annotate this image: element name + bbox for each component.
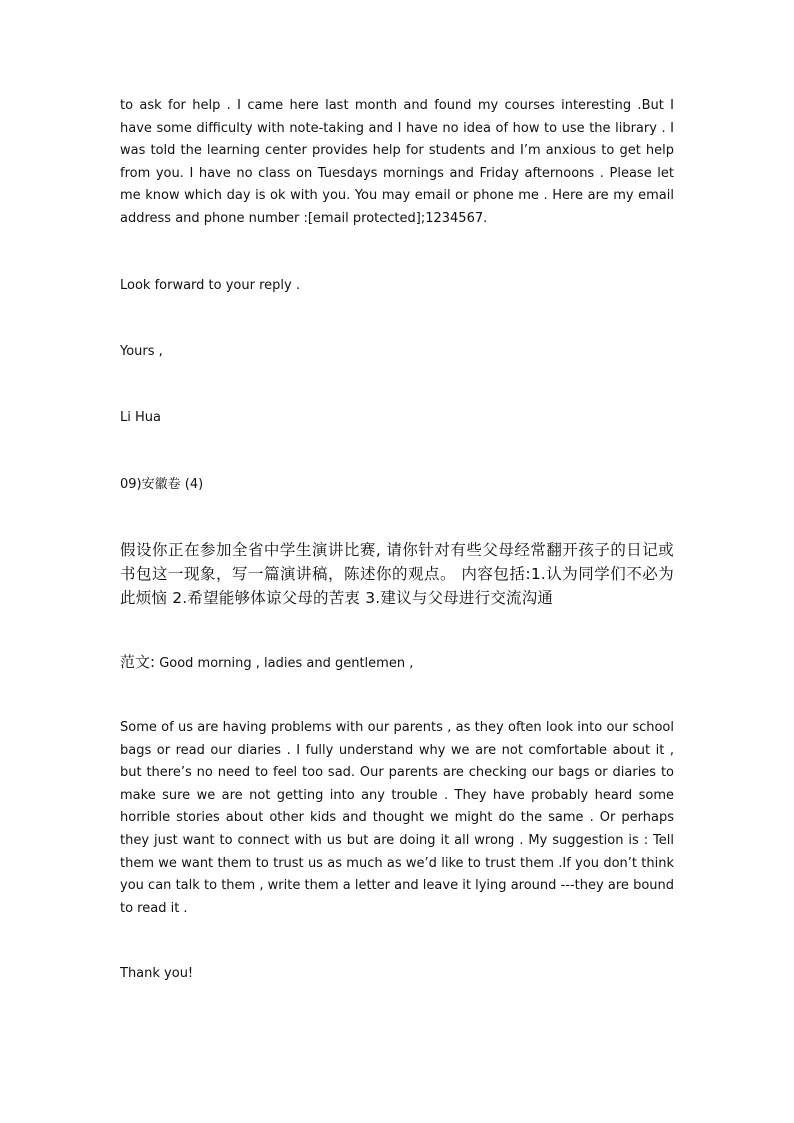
letter-signature: Li Hua [120, 410, 161, 425]
writing-prompt: 假设你正在参加全省中学生演讲比赛, 请你针对有些父母经常翻开孩子的日记或书包这一现象，写一篇演讲稿，陈述你的观点。 内容包括:1.认为同学们不必为此烦恼 2.希望能够体谅父母的苦衷 3.建议与父母进行交流沟通 [120, 541, 674, 607]
model-essay-heading [120, 651, 674, 676]
letter-closing: Look forward to your reply . [120, 278, 300, 293]
speech-greeting: Good morning , ladies and gentlemen , [155, 656, 414, 671]
letter-body-paragraph: to ask for help . I came here last month and found my courses interesting .But I have some difficulty with note-taking and I have no idea of how to use the library . I was told the learning center provides help for students and I’m anxious to get help from you. I have no class on Tuesdays mornings and Friday afternoons . Please let me know which day is ok with you. You may email or phone me . Here are my email address and phone number :[email protected];1234567. [120, 98, 674, 226]
speech-closing: Thank you! [120, 966, 194, 981]
speech-body-paragraph: Some of us are having problems with our parents , as they often look into our school bags or read our diaries . I fully understand why we are not comfortable about it , but there’s no need to feel too sad. Our parents are checking our bags or diaries to make sure we are not getting into any trouble . They have probably heard some horrible stories about other kids and thought we might do the same . Or perhaps they just want to connect with us but are doing it all wrong . My suggestion is : Tell them we want them to trust us as much as we’d like to trust them .If you don’t think you can talk to them , write them a letter and leave it lying around ---they are bound to read it . [120, 720, 674, 916]
letter-sign-off: Yours , [120, 344, 163, 359]
exam-source-label: 09)安徽卷 (4) [120, 477, 204, 492]
model-essay-label: 范文: [120, 653, 156, 671]
